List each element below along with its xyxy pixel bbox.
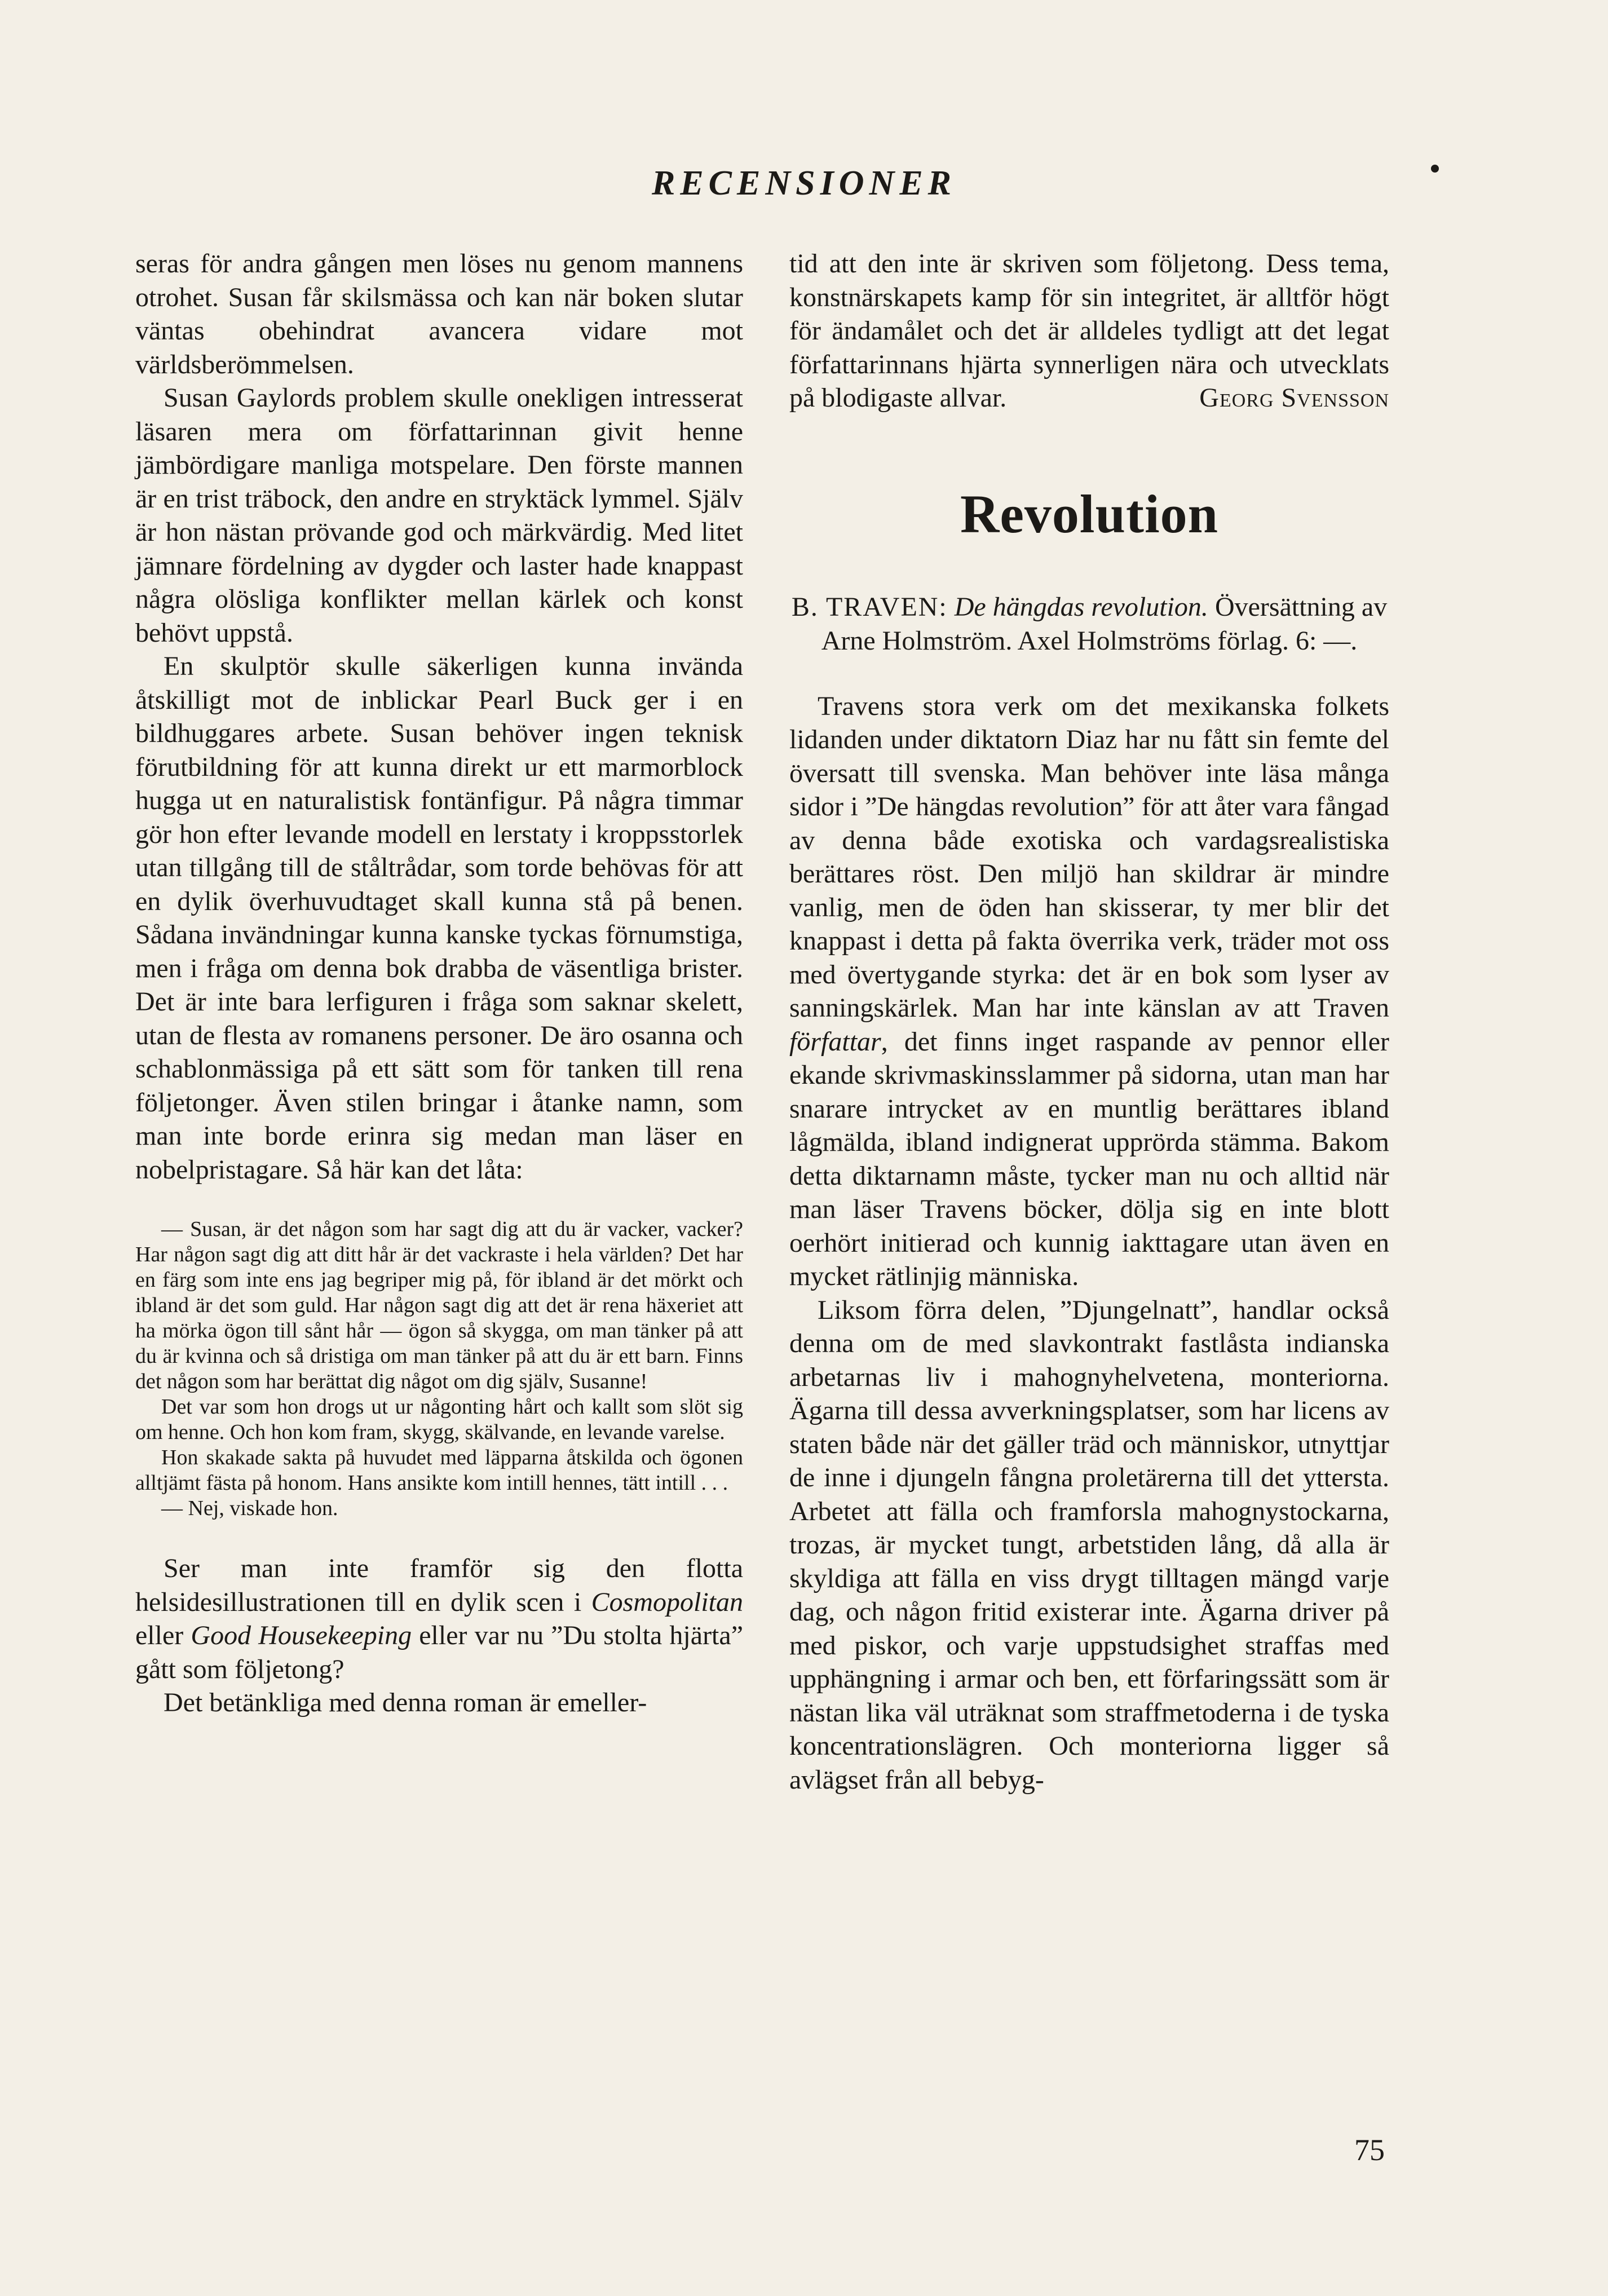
- body-paragraph: [135, 1552, 743, 1686]
- text-run: Ser man inte framför sig den flotta helsidesillustrationen till en dylik scen i: [135, 1553, 743, 1617]
- text-run: eller var nu ”Du stolta hjärta” gått som följetong?: [135, 1621, 744, 1684]
- body-paragraph: En skulptör skulle säkerligen kunna invända åtskilligt mot de inblickar Pearl Buck ger i en bildhuggares arbete. Susan behöver ingen teknisk förutbildning för att kunna direkt ur ett marmorblock hugga ut en naturalistisk fontänfigur. På några timmar gör hon efter levande modell en lerstaty i kroppsstorlek utan tillgång till de ståltrådar, som torde behövas för att en dylik överhuvudtaget skall kunna stå på benen. Sådana invändningar kunna kanske tyckas förnumstiga, men i fråga om denna bok drabba de väsentliga brister. Det är inte bara lerfiguren i fråga som saknar skelett, utan de flesta av romanens personer. De äro osanna och schablonmässiga på ett sätt som för tanken till rena följetonger. Även stilen bringar i åtanke namn, som man inte borde erinra sig medan man läser en nobelpristagare. Så här kan det låta:: [135, 651, 743, 1185]
- book-info: [789, 590, 1389, 658]
- body-paragraph: [789, 247, 1389, 415]
- text-run: tid att den inte är skriven som följetong. Dess tema, konstnärskapets kamp för sin integritet, är alltför högt för ändamålet och det är alldeles tydligt att det legat författarinnans hjärta synnerligen nära och utvecklats på blodigaste allvar.: [789, 249, 1389, 413]
- body-paragraph: [789, 690, 1389, 1293]
- block-quote: [135, 1217, 743, 1521]
- body-paragraph: Susan Gaylords problem skulle onekligen intresserat läsaren mera om författarinnan givit henne jämbördigare manliga motspelare. Den förste mannen är en trist träbock, den andre en stryktäck lymmel. Själv är hon nästan prövande god och märkvärdig. Med litet jämnare fördelning av dygder och laster hade knappast några olösliga konflikter mellan kärlek och konst behövt uppstå.: [135, 383, 743, 648]
- text-run: eller: [135, 1621, 191, 1650]
- body-paragraph: Liksom förra delen, ”Djungelnatt”, handlar också denna om de med slavkontrakt fastlåsta indianska arbetarnas liv i mahognyhelvetena, monteriorna. Ägarna till dessa avverkningsplatser, som har licens av staten både när det gäller träd och människor, utnyttjar de inne i djungeln fångna proletärerna till det yttersta. Arbetet att fälla och framforsla mahognystockarna, trozas, är mycket tungt, arbetstiden lång, då alla är skyldiga att fälla en viss drygt tilltagen mängd varje dag, och någon fritid existerar inte. Ägarna driver på med piskor, och varje uppstudsighet straffas med upphängning i armar och ben, ett förfaringssätt som är nästan lika väl uträknat som straffmetoderna i de tyska koncentrationslägren. Och monteriorna ligger så avlägset från all bebyg-: [789, 1295, 1389, 1795]
- book-title: De hängdas revolution.: [954, 591, 1208, 622]
- text-run: Travens stora verk om det mexikanska folkets lidanden under diktatorn Diaz har nu fått sin femte del översatt till svenska. Man behöver inte läsa många sidor i ”De hängdas revolution” för att åter vara fångad av denna både exotiska och vardagsrealistiska berättares röst. Den miljö han skildrar är mindre vanlig, men de öden han skisserar, ty mer blir det knappast i detta på fakta överrika verk, träder mot oss med övertygande styrka: det är en bok som lyser av sanningskärlek. Man har inte känslan av att Traven: [789, 691, 1389, 1023]
- running-header: RECENSIONER: [651, 164, 957, 202]
- reviewer-signature: Georg Svensson: [1199, 383, 1389, 413]
- magazine-title: Cosmopolitan: [591, 1587, 743, 1617]
- text-run: , det finns inget raspande av pennor eller ekande skrivmaskinsslammer på sidorna, utan man har snarare intrycket av en muntlig berättares ibland lågmälda, ibland indignerat upprörda stämma. Bakom detta diktarnamn måste, tycker man nu och alltid när man läser Travens böcker, dölja sig en inte blott oerhört initierad och kunnig iakttagare utan även en mycket rätlinjig människa.: [789, 1026, 1389, 1291]
- section-title: Revolution: [960, 483, 1219, 544]
- book-details: Översättning av Arne Holmström. Axel Holmströms förlag. 6: —.: [821, 591, 1388, 656]
- quote-paragraph: Det var som hon drogs ut ur någonting hårt och kallt som slöt sig om henne. Och hon kom fram, skygg, skälvande, en levande varelse.: [135, 1395, 743, 1444]
- left-column: [135, 247, 743, 1720]
- book-author: B. TRAVEN:: [791, 591, 948, 622]
- quote-paragraph: — Nej, viskade hon.: [161, 1496, 338, 1520]
- body-paragraph: Det betänkliga med denna roman är emeller-: [164, 1688, 647, 1717]
- emphasized-word: författar: [789, 1026, 881, 1057]
- quote-paragraph: — Susan, är det någon som har sagt dig att du är vacker, vacker? Har någon sagt dig att ditt hår är det vackraste i hela världen? Det har en färg som inte ens jag begriper mig på, för ibland är det mörkt och ibland är det som guld. Har någon sagt dig att det är rena häxeriet att ha mörka ögon till sånt hår — ögon så skygga, om man tänker på att du är kvinna och så dristiga om man tänker på att du är ett barn. Finns det någon som har berättat dig något om dig själv, Susanne!: [135, 1217, 743, 1393]
- quote-paragraph: Hon skakade sakta på huvudet med läpparna åtskilda och ögonen alltjämt fästa på honom. Hans ansikte kom intill hennes, tätt intill . . .: [135, 1446, 743, 1495]
- ink-dot: [1431, 165, 1439, 173]
- right-column: [789, 247, 1389, 1796]
- page-number: 75: [1354, 2133, 1385, 2167]
- magazine-title: Good Housekeeping: [191, 1621, 412, 1650]
- body-paragraph: seras för andra gången men löses nu genom mannens otrohet. Susan får skilsmässa och kan när boken slutar väntas obehindrat avancera vidare mot världsberömmelsen.: [135, 249, 743, 379]
